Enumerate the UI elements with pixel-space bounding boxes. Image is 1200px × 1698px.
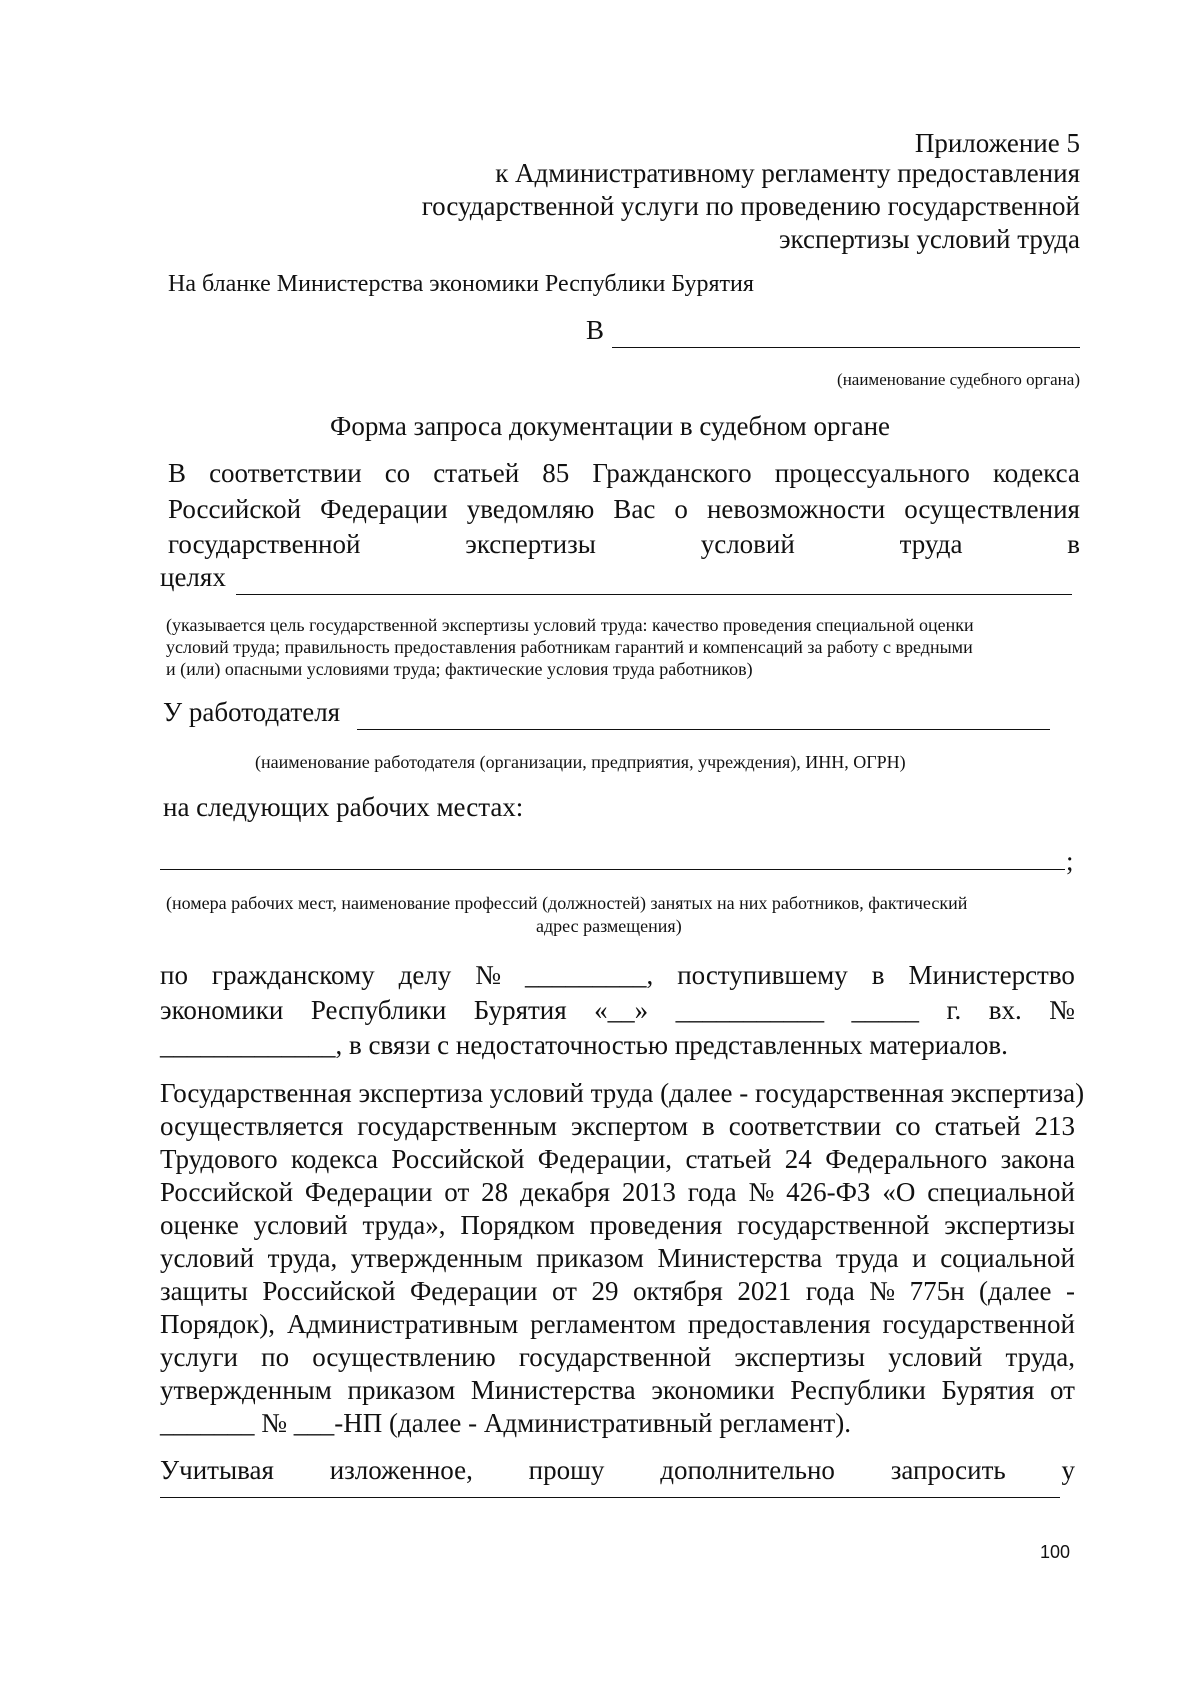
word: соответствии bbox=[728, 1111, 882, 1141]
word: по bbox=[261, 1342, 290, 1372]
case-line-1 bbox=[160, 960, 1075, 991]
word: от bbox=[444, 1177, 470, 1207]
para1-line-2 bbox=[168, 494, 1080, 525]
word: Федерации, bbox=[537, 1144, 673, 1174]
word: (далее bbox=[979, 1276, 1052, 1306]
word: регламентом bbox=[530, 1309, 676, 1339]
word: № bbox=[1049, 995, 1075, 1025]
para2-line-3 bbox=[160, 1144, 1075, 1175]
word: утвержденным bbox=[350, 1243, 523, 1273]
word: экономики bbox=[160, 995, 284, 1025]
word: - bbox=[1065, 1276, 1075, 1306]
word: труда, bbox=[1005, 1342, 1075, 1372]
word: Федерации bbox=[409, 1276, 538, 1306]
workplaces-caption-line-1: (номера рабочих мест, наименование профессий (должностей) занятых на них работников, фактический bbox=[166, 893, 968, 913]
form-title: Форма запроса документации в судебном органе bbox=[330, 411, 891, 441]
word: Российской bbox=[168, 494, 302, 524]
word: Учитывая bbox=[160, 1455, 274, 1485]
word: приказом bbox=[347, 1375, 456, 1405]
word: № bbox=[748, 1177, 775, 1207]
appendix-line-1: к Административному регламенту предоставления bbox=[495, 158, 1080, 188]
word: у bbox=[1061, 1455, 1075, 1485]
word: социальной bbox=[940, 1243, 1075, 1273]
letterhead-note: На бланке Министерства экономики Республики Бурятия bbox=[168, 271, 754, 297]
word: «__» bbox=[594, 995, 649, 1025]
word: о bbox=[674, 494, 688, 524]
word: осуществления bbox=[904, 494, 1080, 524]
word: со bbox=[384, 458, 411, 488]
word: труда», bbox=[362, 1210, 446, 1240]
employer-caption: (наименование работодателя (организации, предприятия, учреждения), ИНН, ОГРН) bbox=[255, 752, 906, 772]
word: Министерства bbox=[470, 1375, 636, 1405]
word: труда bbox=[835, 1243, 899, 1273]
word: кодекса bbox=[992, 458, 1080, 488]
para2-line-10 bbox=[160, 1375, 1075, 1406]
word: от bbox=[1050, 1375, 1075, 1405]
word: Федерации bbox=[320, 494, 448, 524]
para2-line-1: Государственная экспертиза условий труда (далее - государственная экспертиза) bbox=[160, 1078, 1085, 1108]
word: изложенное, bbox=[329, 1455, 473, 1485]
word: Порядок), bbox=[160, 1309, 276, 1339]
addressee-fill-line bbox=[612, 347, 1080, 348]
word: Министерство bbox=[908, 960, 1075, 990]
word: г. bbox=[946, 995, 962, 1025]
employer-prefix: У работодателя bbox=[163, 697, 341, 727]
word: по bbox=[160, 960, 188, 990]
word: предоставления bbox=[687, 1309, 871, 1339]
word: кодекса bbox=[291, 1144, 378, 1174]
word: невозможности bbox=[706, 494, 886, 524]
word: № bbox=[869, 1276, 896, 1306]
word: уведомляю bbox=[466, 494, 595, 524]
case-line-3: _____________, в связи с недостаточностью представленных материалов. bbox=[160, 1030, 1008, 1060]
word: экспертом bbox=[570, 1111, 689, 1141]
word: Федерации bbox=[304, 1177, 433, 1207]
para1-line-3 bbox=[168, 529, 1080, 560]
word: Российской bbox=[262, 1276, 396, 1306]
workplaces-fill-line bbox=[160, 869, 1065, 870]
word: 28 bbox=[481, 1177, 509, 1207]
addressee-prefix: В bbox=[586, 315, 605, 345]
para2-line-7 bbox=[160, 1276, 1075, 1307]
word: статьей bbox=[433, 458, 520, 488]
page-number: 100 bbox=[1040, 1542, 1071, 1562]
word: государственной bbox=[882, 1309, 1075, 1339]
word: № bbox=[475, 960, 502, 990]
word: Порядком bbox=[460, 1210, 575, 1240]
word: государственной bbox=[518, 1342, 712, 1372]
word: условий bbox=[253, 1210, 348, 1240]
para2-line-11: _______ № ___-НП (далее - Административный регламент). bbox=[160, 1408, 851, 1438]
appendix-title: Приложение 5 bbox=[914, 128, 1080, 158]
word: труда, bbox=[267, 1243, 338, 1273]
word: дополнительно bbox=[660, 1455, 835, 1485]
word: в bbox=[1067, 529, 1080, 559]
appendix-line-2: государственной услуги по проведению государственной bbox=[421, 191, 1080, 221]
word: оценке bbox=[160, 1210, 239, 1240]
word: Республики bbox=[790, 1375, 926, 1405]
word: Министерства bbox=[657, 1243, 823, 1273]
word: статьей bbox=[934, 1111, 1021, 1141]
word: года bbox=[687, 1177, 737, 1207]
word: поступившему bbox=[677, 960, 848, 990]
word: государственным bbox=[357, 1111, 557, 1141]
word: проведения bbox=[589, 1210, 723, 1240]
word: «О bbox=[882, 1177, 916, 1207]
word: октября bbox=[633, 1276, 723, 1306]
word: государственной bbox=[737, 1210, 930, 1240]
para2-line-4 bbox=[160, 1177, 1075, 1208]
purpose-fill-line bbox=[236, 594, 1072, 595]
word: защиты bbox=[160, 1276, 248, 1306]
word: статьей bbox=[685, 1144, 772, 1174]
word: услуги bbox=[160, 1342, 238, 1372]
word: Вас bbox=[613, 494, 656, 524]
word: в bbox=[871, 960, 885, 990]
word: _________, bbox=[524, 960, 654, 990]
purpose-caption-line-3: и (или) опасными условиями труда; фактические условия труда работников) bbox=[166, 659, 753, 679]
para2-line-8 bbox=[160, 1309, 1075, 1340]
word: вх. bbox=[988, 995, 1022, 1025]
purpose-caption-line-2: условий труда; правильность предоставления работникам гарантий и компенсаций за работу с вредными bbox=[166, 637, 973, 657]
addressee-caption: (наименование судебного органа) bbox=[837, 370, 1080, 389]
para2-line-2 bbox=[160, 1111, 1075, 1142]
word: условий bbox=[160, 1243, 255, 1273]
word: 426-ФЗ bbox=[786, 1177, 871, 1207]
word: 29 bbox=[591, 1276, 619, 1306]
para1-line-4-prefix: целях bbox=[160, 562, 226, 592]
word: 2021 bbox=[737, 1276, 792, 1306]
word: экспертизы bbox=[944, 1210, 1075, 1240]
word: _____ bbox=[851, 995, 920, 1025]
word: ___________ bbox=[675, 995, 825, 1025]
word: прошу bbox=[528, 1455, 605, 1485]
case-line-2 bbox=[160, 995, 1075, 1026]
word: 213 bbox=[1034, 1111, 1075, 1141]
word: труда bbox=[899, 529, 963, 559]
word: условий bbox=[888, 1342, 983, 1372]
word: осуществляется bbox=[160, 1111, 344, 1141]
closing-line bbox=[160, 1455, 1075, 1486]
workplaces-label: на следующих рабочих местах: bbox=[163, 792, 524, 822]
word: в bbox=[702, 1111, 715, 1141]
word: осуществлению bbox=[312, 1342, 496, 1372]
workplaces-end-mark: ; bbox=[1066, 846, 1074, 876]
word: процессуального bbox=[774, 458, 970, 488]
para2-line-6 bbox=[160, 1243, 1075, 1274]
word: декабря bbox=[519, 1177, 611, 1207]
word: В bbox=[168, 458, 187, 488]
word: Трудового bbox=[160, 1144, 278, 1174]
word: года bbox=[805, 1276, 855, 1306]
word: делу bbox=[398, 960, 452, 990]
word: экспертизы bbox=[734, 1342, 866, 1372]
word: приказом bbox=[536, 1243, 644, 1273]
workplaces-caption-line-2: адрес размещения) bbox=[536, 916, 682, 936]
word: соответствии bbox=[209, 458, 362, 488]
word: закона bbox=[1000, 1144, 1075, 1174]
word: экономики bbox=[651, 1375, 775, 1405]
word: Бурятия bbox=[941, 1375, 1035, 1405]
para1-line-1 bbox=[168, 458, 1080, 489]
word: от bbox=[552, 1276, 577, 1306]
closing-fill-line bbox=[160, 1497, 1060, 1498]
word: Административным bbox=[286, 1309, 519, 1339]
word: 2013 bbox=[621, 1177, 676, 1207]
employer-fill-line bbox=[357, 729, 1050, 730]
word: специальной bbox=[927, 1177, 1075, 1207]
word: гражданскому bbox=[211, 960, 375, 990]
word: 85 bbox=[542, 458, 570, 488]
word: условий bbox=[700, 529, 795, 559]
word: утвержденным bbox=[160, 1375, 332, 1405]
para2-line-9 bbox=[160, 1342, 1075, 1373]
word: Российской bbox=[160, 1177, 294, 1207]
word: экспертизы bbox=[465, 529, 596, 559]
para2-line-5 bbox=[160, 1210, 1075, 1241]
word: Гражданского bbox=[592, 458, 752, 488]
word: запросить bbox=[890, 1455, 1006, 1485]
word: Российской bbox=[391, 1144, 525, 1174]
word: Федерального bbox=[825, 1144, 988, 1174]
word: государственной bbox=[168, 529, 361, 559]
word: 24 bbox=[784, 1144, 812, 1174]
appendix-line-3: экспертизы условий труда bbox=[778, 224, 1080, 254]
purpose-caption-line-1: (указывается цель государственной экспертизы условий труда: качество проведения специальной оценки bbox=[166, 615, 974, 635]
word: Бурятия bbox=[473, 995, 567, 1025]
word: Республики bbox=[310, 995, 447, 1025]
word: и bbox=[912, 1243, 927, 1273]
word: со bbox=[895, 1111, 921, 1141]
word: 775н bbox=[909, 1276, 965, 1306]
